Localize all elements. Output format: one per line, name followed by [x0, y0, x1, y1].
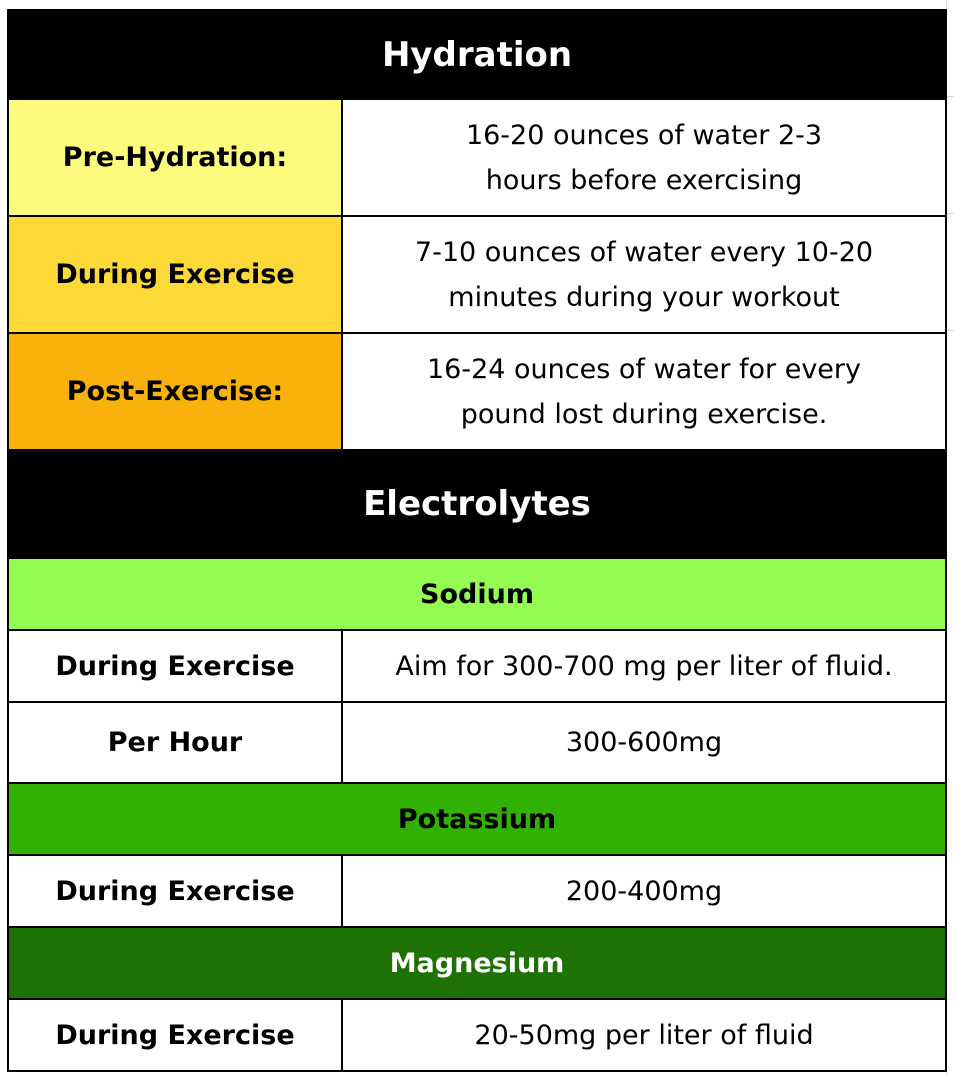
during-exercise-label[interactable]: During Exercise: [8, 216, 342, 333]
table-row: [8, 99, 946, 216]
table-row: [8, 855, 946, 927]
during-exercise-value[interactable]: [342, 216, 946, 333]
value-line: 16-24 ounces of water for every: [427, 353, 861, 385]
magnesium-title[interactable]: Magnesium: [8, 927, 946, 999]
value-line: pound lost during exercise.: [460, 398, 828, 430]
table-row: [8, 630, 946, 702]
post-exercise-label[interactable]: Post-Exercise:: [8, 333, 342, 450]
table-row: [8, 333, 946, 450]
sodium-per-hour-label[interactable]: Per Hour: [8, 702, 342, 783]
hydration-table: [7, 9, 947, 1072]
pre-hydration-label[interactable]: Pre-Hydration:: [8, 99, 342, 216]
value-line: 16-20 ounces of water 2-3: [465, 119, 823, 151]
pre-hydration-value[interactable]: [342, 99, 946, 216]
potassium-during-exercise-value[interactable]: 200-400mg: [342, 855, 946, 927]
sodium-per-hour-value[interactable]: 300-600mg: [342, 702, 946, 783]
sodium-title[interactable]: Sodium: [8, 558, 946, 630]
magnesium-during-exercise-label[interactable]: During Exercise: [8, 999, 342, 1071]
value-line: 7-10 ounces of water every 10-20: [414, 236, 874, 268]
potassium-header-row: [8, 783, 946, 855]
potassium-title[interactable]: Potassium: [8, 783, 946, 855]
magnesium-during-exercise-value[interactable]: 20-50mg per liter of fluid: [342, 999, 946, 1071]
magnesium-header-row: [8, 927, 946, 999]
sodium-header-row: [8, 558, 946, 630]
potassium-during-exercise-label[interactable]: During Exercise: [8, 855, 342, 927]
electrolytes-header-row: [8, 450, 946, 558]
table-row: [8, 216, 946, 333]
electrolytes-title[interactable]: Electrolytes: [8, 450, 946, 558]
post-exercise-value[interactable]: [342, 333, 946, 450]
hydration-header-row: [8, 10, 946, 99]
table-row: [8, 999, 946, 1071]
hydration-title[interactable]: Hydration: [8, 10, 946, 99]
value-line: hours before exercising: [485, 164, 803, 196]
table-row: [8, 702, 946, 783]
value-line: minutes during your workout: [448, 281, 840, 313]
sodium-during-exercise-label[interactable]: During Exercise: [8, 630, 342, 702]
sodium-during-exercise-value[interactable]: Aim for 300-700 mg per liter of fluid.: [342, 630, 946, 702]
